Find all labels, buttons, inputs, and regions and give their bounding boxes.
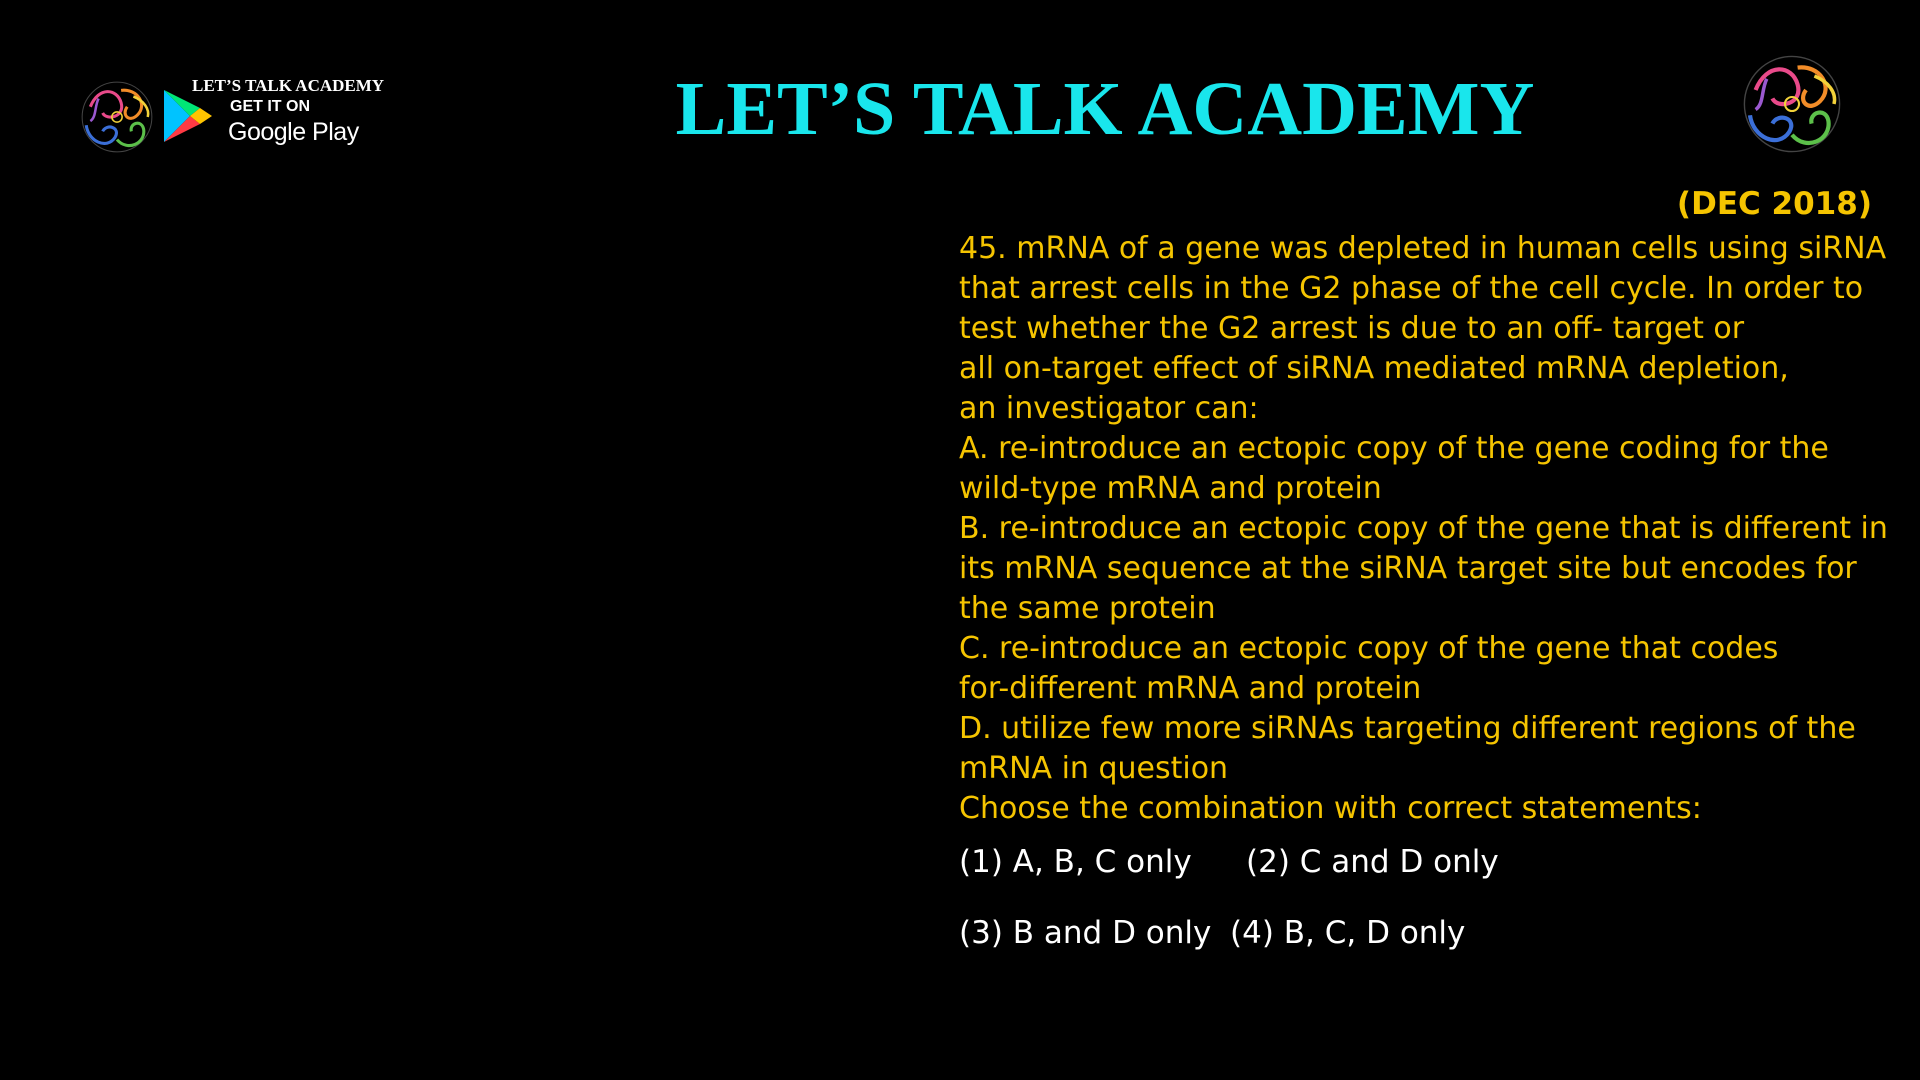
answer-option-2[interactable]: (2) C and D only: [1246, 844, 1499, 880]
statement-b-line: B. re-introduce an ectopic copy of the gene that is different in: [959, 511, 1888, 546]
answer-options: [959, 842, 1499, 953]
page-title: LET’S TALK ACADEMY: [675, 67, 1535, 151]
badge-store-name: Google Play: [228, 118, 359, 146]
statement-b-line: the same protein: [959, 591, 1216, 626]
question-line: all on-target effect of siRNA mediated mRNA depletion,: [959, 351, 1789, 386]
answer-option-4[interactable]: (4) B, C, D only: [1230, 915, 1466, 951]
question-instruction: Choose the combination with correct statements:: [959, 791, 1702, 826]
exam-year-tag: (DEC 2018): [1676, 186, 1872, 222]
statement-c-line: for-different mRNA and protein: [959, 671, 1422, 706]
right-protein-logo-icon: [1736, 48, 1848, 160]
statement-b-line: its mRNA sequence at the siRNA target site but encodes for: [959, 551, 1857, 586]
answer-option-1[interactable]: (1) A, B, C only: [959, 844, 1192, 880]
statement-d-line: D. utilize few more siRNAs targeting different regions of the: [959, 711, 1856, 746]
answer-option-3[interactable]: (3) B and D only: [959, 915, 1212, 951]
statement-a-line: wild-type mRNA and protein: [959, 471, 1382, 506]
question-line: 45. mRNA of a gene was depleted in human cells using siRNA: [959, 231, 1887, 266]
badge-academy-text: LET’S TALK ACADEMY: [192, 76, 385, 95]
statement-a-line: A. re-introduce an ectopic copy of the gene coding for the: [959, 431, 1829, 466]
answer-row: [959, 842, 1499, 882]
badge-get-it-on-text: GET IT ON: [230, 98, 310, 115]
question-line: an investigator can:: [959, 391, 1259, 426]
statement-c-line: C. re-introduce an ectopic copy of the gene that codes: [959, 631, 1779, 666]
question-line: test whether the G2 arrest is due to an off- target or: [959, 311, 1745, 346]
question-body: [959, 229, 1904, 829]
question-line: that arrest cells in the G2 phase of the cell cycle. In order to: [959, 271, 1864, 306]
answer-row: [959, 913, 1499, 953]
statement-d-line: mRNA in question: [959, 751, 1229, 786]
